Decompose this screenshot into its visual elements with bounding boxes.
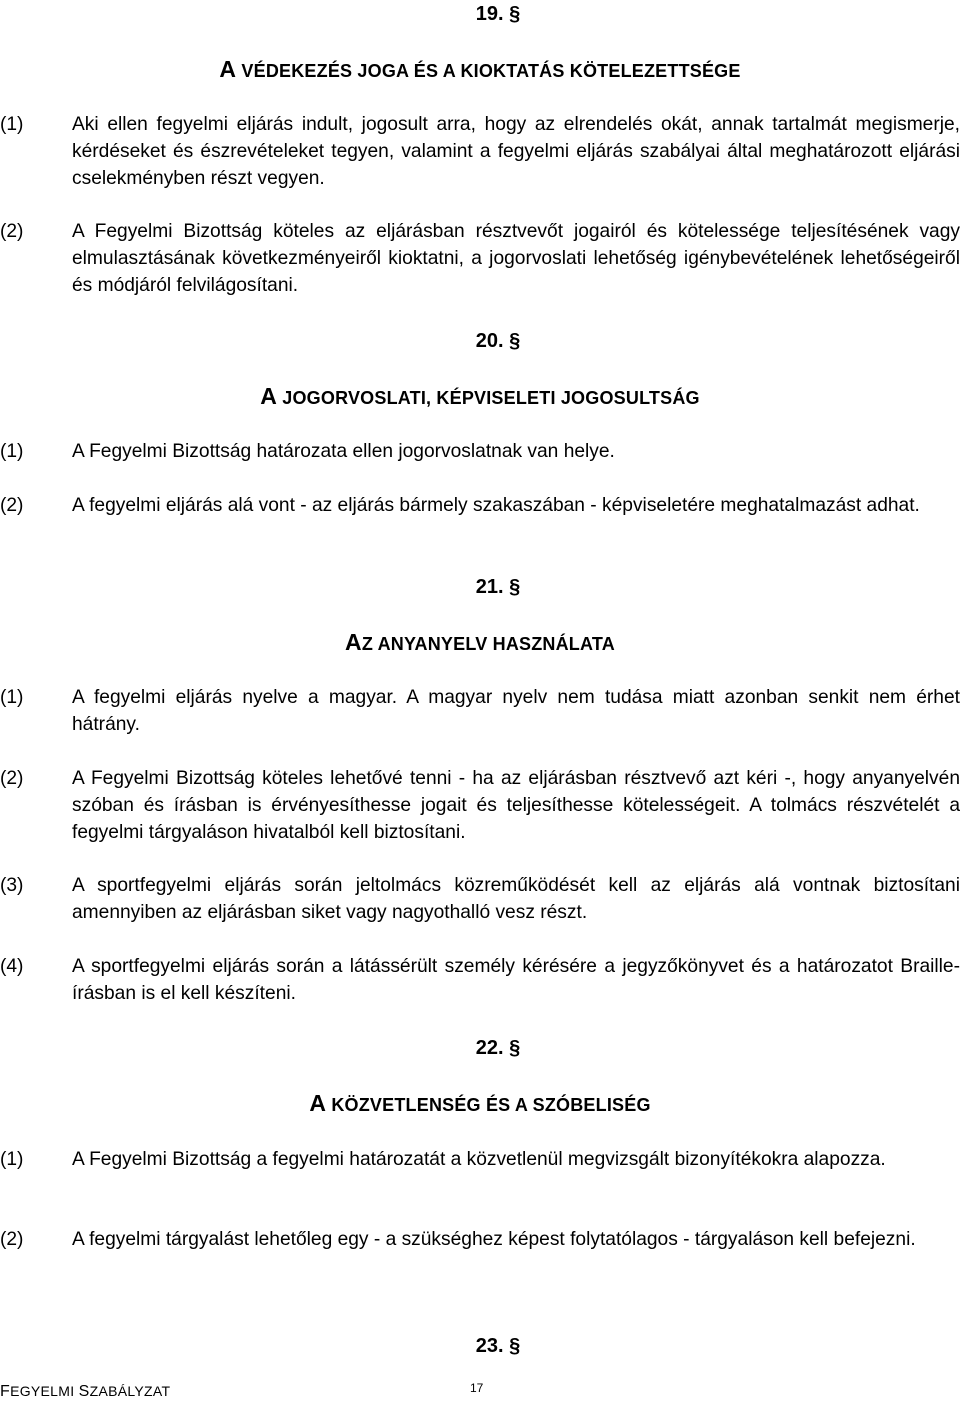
section-title-initial: A [309, 1090, 327, 1116]
footer-title-part: ZABÁLYZAT [89, 1383, 171, 1399]
section-title [0, 630, 960, 656]
footer-title-initial-s: S [78, 1383, 90, 1400]
paragraph-text: A sportfegyelmi eljárás során a látássérült személy kérésére a jegyzőkönyvet és a határozatot Braille-írásban is el kell készíteni. [72, 956, 960, 1004]
paragraph [0, 1226, 960, 1253]
paragraph [0, 1146, 960, 1173]
paragraph-number: (1) [0, 1149, 24, 1170]
paragraph-text: A fegyelmi eljárás alá vont - az eljárás bármely szakaszában - képviseletére meghatalmazást adhat. [72, 495, 920, 516]
paragraph [0, 765, 960, 846]
paragraph-text: A Fegyelmi Bizottság köteles az eljárásban résztvevőt jogairól és kötelessége teljesítésének vagy elmulasztásának következményeiről kioktatni, a jogorvoslati lehetőség igénybevételének lehetőségeiről és módjáról felvilágosítani. [72, 221, 960, 296]
footer-title-initial-f: F [0, 1383, 11, 1400]
section-title-text: JOGORVOSLATI, KÉPVISELETI JOGOSULTSÁG [277, 388, 700, 408]
section-title [0, 57, 960, 83]
paragraph [0, 438, 960, 465]
paragraph-text: A Fegyelmi Bizottság köteles lehetővé tenni - ha az eljárásban résztvevő azt kéri -, hogy anyanyelvén szóban és írásban is érvényesíthesse jogait és teljesíthesse kötelességeit. A tolmács részvételét a fegyelmi tárgyaláson hivatalból kell biztosítani. [72, 768, 960, 843]
paragraph-number: (1) [0, 687, 24, 708]
paragraph-text: A fegyelmi tárgyalást lehetőleg egy - a szükséghez képest folytatólagos - tárgyaláson kell befejezni. [72, 1229, 916, 1250]
footer-title [0, 1382, 170, 1401]
section-title-initial: A [219, 56, 237, 82]
section-number: 22. § [475, 1037, 521, 1059]
paragraph [0, 953, 960, 1007]
footer-title-part: EGYELMI [10, 1383, 79, 1399]
paragraph-number: (1) [0, 114, 24, 135]
paragraph-number: (1) [0, 441, 24, 462]
paragraph-text: A fegyelmi eljárás nyelve a magyar. A magyar nyelv nem tudása miatt azonban senkit nem érhet hátrány. [72, 687, 960, 735]
paragraph-number: (2) [0, 768, 24, 789]
section-title-initial: A [260, 383, 278, 409]
section-title [0, 1091, 960, 1117]
paragraph-text: A Fegyelmi Bizottság a fegyelmi határozatát a közvetlenül megvizsgált bizonyítékokra alapozza. [72, 1149, 886, 1170]
section-title-text: Z ANYANYELV HASZNÁLATA [361, 634, 615, 654]
section-title-initial: A [345, 629, 362, 655]
paragraph-number: (4) [0, 956, 24, 977]
paragraph-text: Aki ellen fegyelmi eljárás indult, jogosult arra, hogy az elrendelés okát, annak tartalmát megismerje, kérdéseket és észrevételeket tegyen, valamint a fegyelmi eljárás szabályai által meghatározott eljárási cselekményben részt vegyen. [72, 114, 960, 189]
section-number: 21. § [475, 576, 521, 598]
paragraph [0, 684, 960, 738]
paragraph [0, 872, 960, 926]
section-title [0, 384, 960, 410]
section-number: 23. § [475, 1335, 521, 1357]
paragraph-text: A sportfegyelmi eljárás során jeltolmács közreműködését kell az eljárás alá vontnak biztosítani amennyiben az eljárásban siket vagy nagyothalló vesz részt. [72, 875, 960, 923]
paragraph [0, 111, 960, 192]
paragraph-number: (3) [0, 875, 24, 896]
paragraph [0, 492, 960, 519]
page-number: 17 [470, 1381, 484, 1395]
section-number: 19. § [475, 3, 521, 25]
paragraph [0, 218, 960, 299]
paragraph-number: (2) [0, 221, 24, 242]
section-title-text: KÖZVETLENSÉG ÉS A SZÓBELISÉG [326, 1095, 651, 1115]
paragraph-number: (2) [0, 1229, 24, 1250]
section-number: 20. § [475, 330, 521, 352]
paragraph-number: (2) [0, 495, 24, 516]
paragraph-text: A Fegyelmi Bizottság határozata ellen jogorvoslatnak van helye. [72, 441, 615, 462]
section-title-text: VÉDEKEZÉS JOGA ÉS A KIOKTATÁS KÖTELEZETTSÉGE [236, 61, 741, 81]
